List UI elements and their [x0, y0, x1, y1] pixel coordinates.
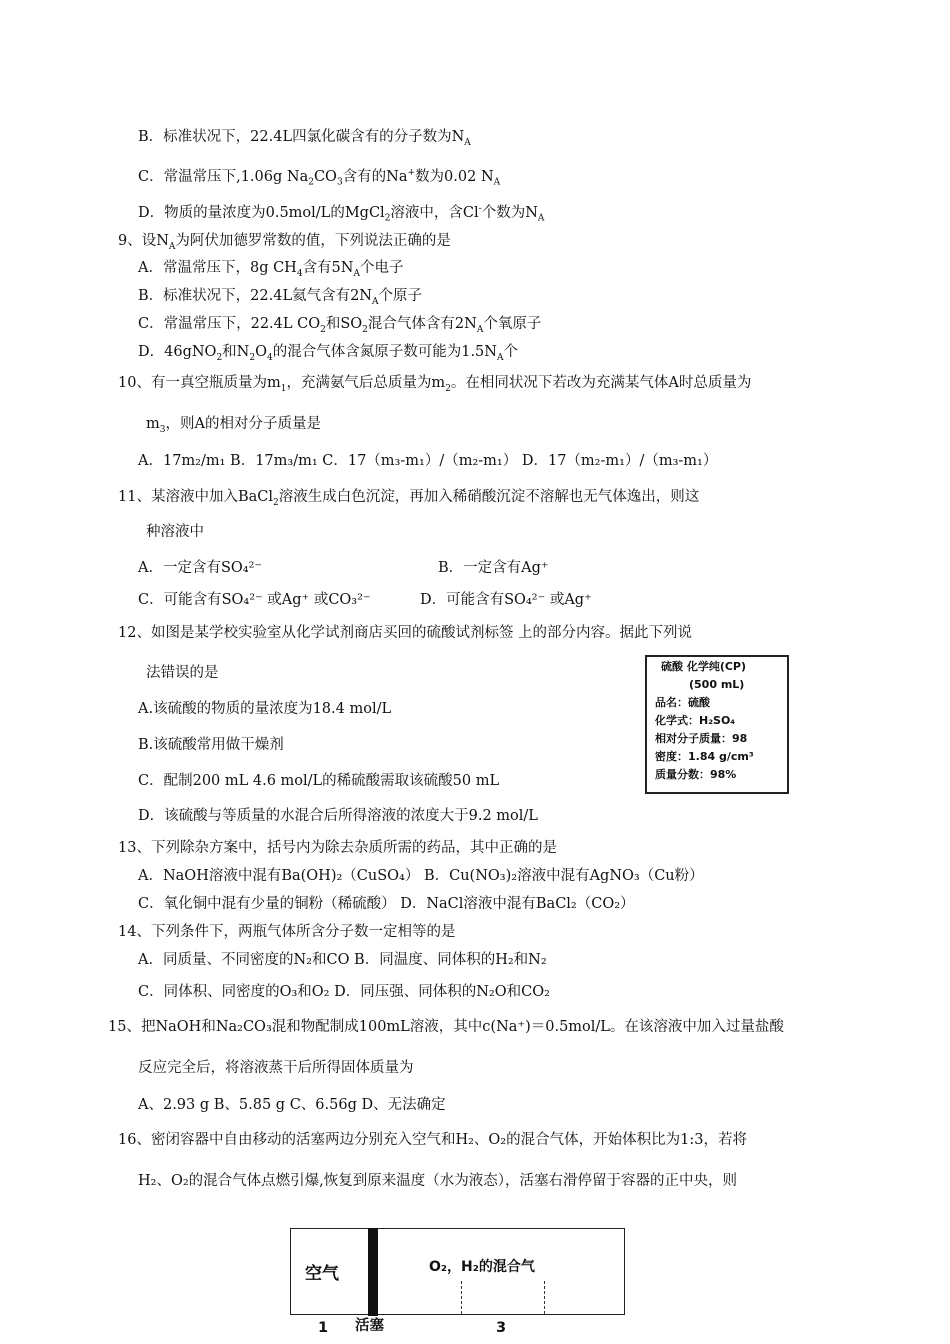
q16-stem-line2: H₂、O₂的混合气体点燃引爆,恢复到原来温度（水为液态），活塞右滑停留于容器的正中央，则 — [138, 1173, 738, 1189]
gas-mixture-label: O₂，H₂的混合气 — [429, 1259, 535, 1275]
q14-options-ab: A．同质量、不同密度的N₂和CO B．同温度、同体积的H₂和N₂ — [138, 952, 547, 968]
q10-stem: 10、有一真空瓶质量为$m_1$，充满氨气后总质量为$m_2$。在相同状况下若改为充满某气体A时总质量为 — [118, 375, 752, 394]
reagent-label-name: 品名：硫酸 — [655, 696, 710, 709]
q11-option-d: D．可能含有SO₄²⁻ 或Ag⁺ — [420, 592, 592, 608]
q8-option-b: B．标准状况下，22.4L四氯化碳含有的分子数为$N_A$ — [138, 129, 471, 148]
divider-dashed-line-left — [461, 1281, 462, 1314]
reagent-label-volume: (500 mL) — [689, 678, 745, 691]
reagent-label-mass: 相对分子质量：98 — [655, 732, 748, 745]
q14-options-cd: C．同体积、同密度的O₃和O₂ D．同压强、同体积的N₂O和CO₂ — [138, 984, 550, 1000]
q13-options-ab: A．NaOH溶液中混有Ba(OH)₂（CuSO₄） B．Cu(NO₃)₂溶液中混有AgNO₃（Cu粉） — [138, 868, 704, 884]
q15-stem-line2: 反应完全后，将溶液蒸干后所得固体质量为 — [138, 1060, 414, 1076]
divider-dashed-line-right — [544, 1281, 545, 1314]
q11-stem: 11、某溶液中加入BaCl$_2$溶液生成白色沉淀，再加入稀硝酸沉淀不溶解也无气体逸出，则这 — [118, 489, 700, 508]
q13-options-cd: C．氧化铜中混有少量的铜粉（稀硫酸） D．NaCl溶液中混有BaCl₂（CO₂） — [138, 896, 635, 912]
q9-option-b: B．标准状况下，22.4L氦气含有$2N_A$个原子 — [138, 288, 422, 307]
q12-option-c: C．配制200 mL 4.6 mol/L的稀硫酸需取该硫酸50 mL — [138, 773, 500, 789]
piston-label: 活塞 — [355, 1318, 384, 1334]
reagent-label-density: 密度：1.84 g/cm³ — [655, 750, 754, 763]
q10-options: A．17m₂/m₁ B．17m₃/m₁ C．17（m₃-m₁）/（m₂-m₁） D．17（m₂-m₁）/（m₃-m₁） — [138, 453, 718, 469]
piston-container-diagram — [290, 1228, 625, 1315]
q13-stem: 13、下列除杂方案中，括号内为除去杂质所需的药品，其中正确的是 — [118, 840, 557, 856]
q12-option-a: A.该硫酸的物质的量浓度为18.4 mol/L — [138, 701, 392, 717]
q16-stem: 16、密闭容器中自由移动的活塞两边分别充入空气和H₂、O₂的混合气体，开始体积比为1:3，若将 — [118, 1132, 747, 1148]
mark-1: 1 — [318, 1320, 329, 1336]
q11-option-b: B．一定含有Ag⁺ — [438, 560, 549, 576]
reagent-label-title: 硫酸 化学纯(CP) — [661, 660, 747, 673]
q12-option-b: B.该硫酸常用做干燥剂 — [138, 737, 284, 753]
q14-stem: 14、下列条件下，两瓶气体所含分子数一定相等的是 — [118, 924, 456, 940]
q12-option-d: D．该硫酸与等质量的水混合后所得溶液的浓度大于9.2 mol/L — [138, 808, 538, 824]
q10-stem-line2: $m_3$，则A的相对分子质量是 — [146, 416, 321, 435]
q8-option-d: D．物质的量浓度为0.5mol/L的MgCl$_2$溶液中，含Cl-个数为$N_A$ — [138, 204, 545, 224]
q9-option-c: C．常温常压下，22.4L $CO_2$和$SO_2$混合气体含有$2N_A$个氧原子 — [138, 316, 542, 335]
piston — [368, 1228, 378, 1316]
q15-options: A、2.93 g B、5.85 g C、6.56g D、无法确定 — [138, 1097, 446, 1113]
q11-stem-line2: 种溶液中 — [146, 524, 204, 540]
q11-option-c: C．可能含有SO₄²⁻ 或Ag⁺ 或CO₃²⁻ — [138, 592, 371, 608]
q15-stem: 15、把NaOH和Na₂CO₃混和物配制成100mL溶液，其中c(Na⁺)＝0.5mol/L。在该溶液中加入过量盐酸 — [108, 1019, 784, 1035]
q9-option-d: D．46gNO$_2$和$N_2O_4$的混合气体含氮原子数可能为$1.5N_A$个 — [138, 344, 518, 363]
reagent-label-fraction: 质量分数：98% — [655, 768, 737, 781]
q9-stem: 9、设$N_A$为阿伏加德罗常数的值，下列说法正确的是 — [118, 233, 451, 252]
reagent-label — [645, 655, 789, 794]
air-label: 空气 — [305, 1264, 339, 1284]
q11-option-a: A．一定含有SO₄²⁻ — [138, 560, 263, 576]
mark-3: 3 — [496, 1320, 507, 1336]
q12-stem-line2: 法错误的是 — [146, 665, 219, 681]
q9-option-a: A．常温常压下，8g $CH_4$含有$5N_A$个电子 — [138, 260, 404, 279]
q12-stem: 12、如图是某学校实验室从化学试剂商店买回的硫酸试剂标签 上的部分内容。据此下列说 — [118, 625, 693, 641]
q8-option-c: C．常温常压下,1.06g $Na_2CO_3$含有的Na+数为0.02 $N_A$ — [138, 168, 501, 188]
reagent-label-formula: 化学式：H₂SO₄ — [655, 714, 736, 727]
